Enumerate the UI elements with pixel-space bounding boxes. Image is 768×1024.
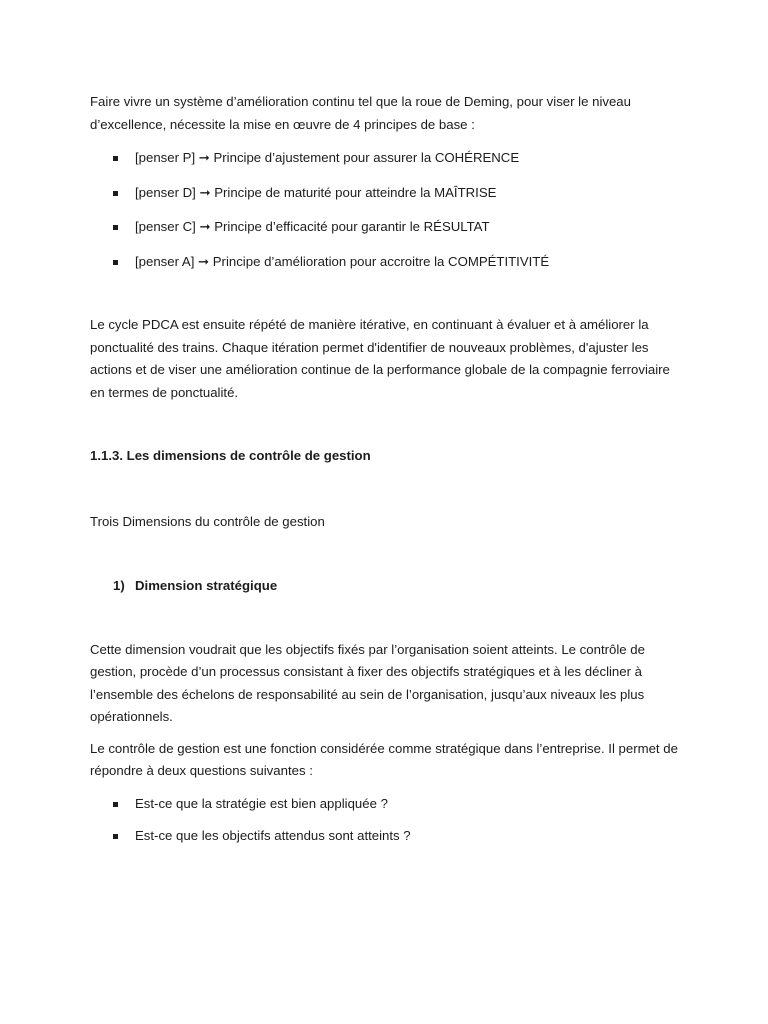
- subsection-title: Dimension stratégique: [135, 578, 278, 593]
- question-text: Est-ce que les objectifs attendus sont atteints ?: [135, 828, 411, 843]
- section-intro: Trois Dimensions du contrôle de gestion: [90, 513, 325, 529]
- square-bullet-icon: [113, 802, 118, 807]
- document-page: [90, 91, 680, 848]
- section-heading: 1.1.3. Les dimensions de contrôle de gestion: [90, 448, 371, 463]
- list-item: [90, 216, 680, 239]
- list-item: [90, 793, 680, 816]
- square-bullet-icon: [113, 191, 118, 196]
- square-bullet-icon: [113, 260, 118, 265]
- list-item: [90, 825, 680, 848]
- principle-text: [penser A] ➞ Principe d’amélioration pour accroitre la COMPÉTITIVITÉ: [135, 253, 550, 269]
- square-bullet-icon: [113, 225, 118, 230]
- principle-text: [penser C] ➞ Principe d’efficacité pour garantir le RÉSULTAT: [135, 219, 490, 234]
- list-item: [90, 182, 680, 205]
- principle-text: [penser D] ➞ Principe de maturité pour atteindre la MAÎTRISE: [135, 184, 497, 200]
- strategic-paragraph: Cette dimension voudrait que les objectifs fixés par l’organisation soient atteints. Le contrôle de gestion, procède d’un processus consistant à fixer des objectifs stratégiques et à les décliner à l’ensemble des échelons de responsabilité au sein de l’organisation, jusqu’aux niveaux les plus opérationnels.: [90, 641, 645, 724]
- question-text: Est-ce que la stratégie est bien appliquée ?: [135, 795, 388, 811]
- principle-text: [penser P] ➞ Principe d’ajustement pour assurer la COHÉRENCE: [135, 150, 520, 165]
- square-bullet-icon: [113, 156, 118, 161]
- pdca-paragraph: Le cycle PDCA est ensuite répété de manière itérative, en continuant à évaluer et à améliorer la ponctualité des trains. Chaque itération permet d'identifier de nouveaux problèmes, d'ajuster les actions et de viser une amélioration continue de la performance globale de la compagnie ferroviaire en termes de ponctualité.: [90, 317, 670, 400]
- subsection-number: 1): [113, 578, 125, 593]
- square-bullet-icon: [113, 834, 118, 839]
- strategic-paragraph: Le contrôle de gestion est une fonction considérée comme stratégique dans l’entreprise. Il permet de répondre à deux questions suivantes :: [90, 740, 678, 778]
- intro-paragraph: Faire vivre un système d’amélioration continu tel que la roue de Deming, pour viser le niveau d’excellence, nécessite la mise en œuvre de 4 principes de base :: [90, 94, 631, 132]
- principles-list: [90, 147, 680, 273]
- list-item: [90, 251, 680, 274]
- questions-list: [90, 793, 680, 848]
- list-item: [90, 147, 680, 170]
- subsection-heading: [90, 575, 680, 598]
